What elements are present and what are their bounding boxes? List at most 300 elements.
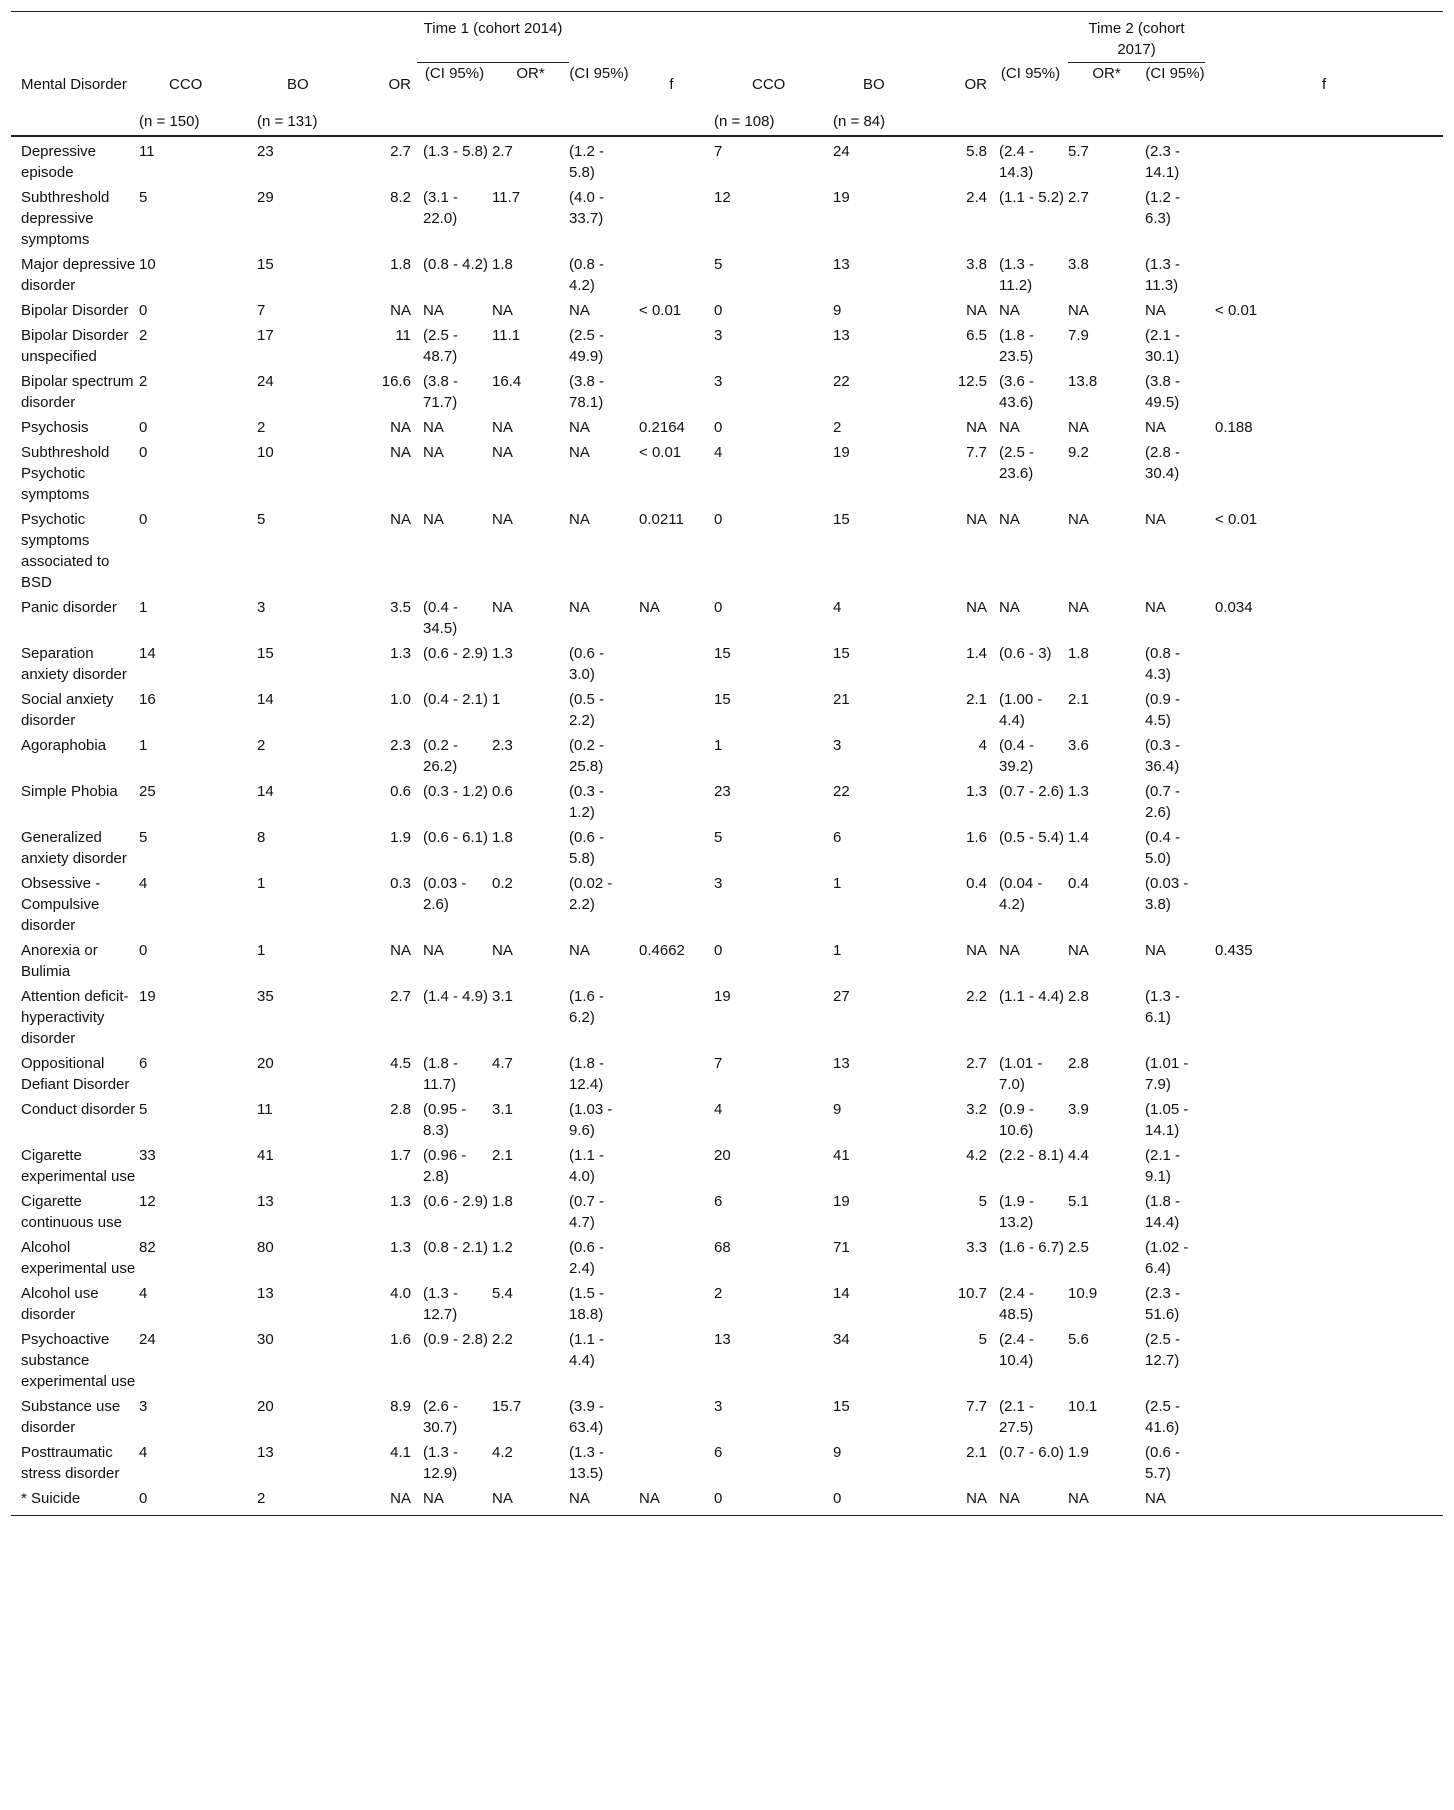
cell-t2-ci: (2.5 - 23.6) — [999, 444, 1035, 482]
cell-disorder: Bipolar spectrum disorder — [21, 373, 134, 411]
cell-t1-cco: 3 — [139, 1398, 148, 1415]
cell-t2-f: 0.435 — [1215, 942, 1253, 959]
cell-t2-bo: 1 — [833, 942, 842, 959]
cell-t1-or-adj: 1.8 — [492, 256, 513, 273]
cell-t1-cco: 33 — [139, 1147, 156, 1164]
cell-t2-f: < 0.01 — [1215, 302, 1258, 319]
cell-t2-ci: (0.7 - 2.6) — [999, 783, 1065, 800]
cell-t2-bo: 19 — [833, 1193, 850, 1210]
cell-t1-ci-adj: (4.0 - 33.7) — [569, 189, 605, 227]
cell-t1-bo: 1 — [257, 942, 266, 959]
cell-t2-f — [1205, 183, 1443, 250]
cell-t2-or-adj: 3.9 — [1068, 1101, 1089, 1118]
cell-t2-f — [1205, 1049, 1443, 1095]
cell-t2-or-adj: 10.9 — [1068, 1285, 1098, 1302]
cell-t2-ci-adj: (2.5 - 12.7) — [1145, 1331, 1181, 1369]
cell-t1-bo: 3 — [257, 599, 266, 616]
cell-t2-bo: 4 — [833, 599, 842, 616]
cell-t1-cco: 5 — [139, 189, 148, 206]
cell-t2-f — [1205, 367, 1443, 413]
cell-t2-f — [1205, 136, 1443, 183]
cell-t2-or-adj: 13.8 — [1068, 373, 1098, 390]
cell-t1-f — [629, 1049, 714, 1095]
cell-t1-f — [629, 136, 714, 183]
cell-t2-ci: (2.1 - 27.5) — [999, 1398, 1035, 1436]
cell-t1-bo: 7 — [257, 302, 266, 319]
cell-t1-ci-adj: (0.7 - 4.7) — [569, 1193, 605, 1231]
cell-t2-bo: 34 — [833, 1331, 850, 1348]
cell-t2-or: 2.1 — [966, 1444, 988, 1461]
cell-disorder: Posttraumatic stress disorder — [21, 1444, 120, 1482]
cell-disorder: Cigarette experimental use — [21, 1147, 136, 1185]
cell-t2-ci: (1.6 - 6.7) — [999, 1239, 1065, 1256]
cell-t2-or: NA — [966, 1490, 988, 1507]
cell-t2-ci: (0.6 - 3) — [999, 645, 1052, 662]
cell-t1-ci-adj: (0.6 - 5.8) — [569, 829, 605, 867]
cell-t2-ci-adj: (2.8 - 30.4) — [1145, 444, 1181, 482]
cell-t1-or: 4.1 — [390, 1444, 411, 1461]
cell-t2-cco: 2 — [714, 1285, 723, 1302]
cell-t2-ci: (1.00 - 4.4) — [999, 691, 1043, 729]
cell-disorder: Anorexia or Bulimia — [21, 942, 98, 980]
cell-t1-bo: 41 — [257, 1147, 274, 1164]
header-columns-row — [11, 63, 1443, 108]
cell-t1-ci: (0.8 - 4.2) — [423, 256, 489, 273]
cell-disorder: Major depressive disorder — [21, 256, 136, 294]
cell-t1-f — [629, 367, 714, 413]
cell-t2-or: 4 — [978, 737, 988, 754]
cell-t1-ci: (0.6 - 6.1) — [423, 829, 489, 846]
table-row — [11, 183, 1443, 250]
t2-f-header: f — [1321, 76, 1327, 94]
table-row — [11, 296, 1443, 321]
cell-t2-f — [1205, 777, 1443, 823]
cell-t2-or-adj: 5.7 — [1068, 143, 1089, 160]
cell-t1-ci: (2.6 - 30.7) — [423, 1398, 459, 1436]
cell-t1-or: 8.9 — [390, 1398, 411, 1415]
cell-t1-f — [629, 1279, 714, 1325]
cell-t1-bo: 29 — [257, 189, 274, 206]
cell-t2-or-adj: 1.3 — [1068, 783, 1089, 800]
cell-t2-or: 5.8 — [966, 143, 988, 160]
header-group-row — [11, 12, 1443, 63]
cell-t1-f — [629, 250, 714, 296]
cell-t2-cco: 7 — [714, 1055, 723, 1072]
cell-t2-cco: 3 — [714, 373, 723, 390]
cell-t1-cco: 0 — [139, 302, 148, 319]
table-row — [11, 685, 1443, 731]
cell-t2-ci-adj: (0.6 - 5.7) — [1145, 1444, 1181, 1482]
cell-t1-f — [629, 1141, 714, 1187]
cell-t2-ci: (2.2 - 8.1) — [999, 1147, 1065, 1164]
cell-t1-or-adj: 2.7 — [492, 143, 513, 160]
cell-t1-or: NA — [390, 419, 411, 436]
cell-t2-cco: 0 — [714, 511, 723, 528]
table-row — [11, 136, 1443, 183]
cell-t2-ci-adj: (2.5 - 41.6) — [1145, 1398, 1181, 1436]
cell-t2-ci: (1.9 - 13.2) — [999, 1193, 1035, 1231]
cell-t1-ci: NA — [423, 444, 444, 461]
cell-disorder: Subthreshold depressive symptoms — [21, 189, 110, 248]
cell-t1-or-adj: 1.3 — [492, 645, 513, 662]
table-row — [11, 823, 1443, 869]
cell-t1-bo: 14 — [257, 783, 274, 800]
cell-t2-or: NA — [966, 419, 988, 436]
cell-t2-cco: 68 — [714, 1239, 731, 1256]
cell-t2-f — [1205, 1095, 1443, 1141]
cell-disorder: Generalized anxiety disorder — [21, 829, 127, 867]
cell-disorder: Simple Phobia — [21, 783, 118, 800]
cell-t1-ci: (0.4 - 34.5) — [423, 599, 459, 637]
cell-disorder: Obsessive - Compulsive disorder — [21, 875, 101, 934]
cell-t1-or: NA — [390, 444, 411, 461]
cell-t1-ci: (0.2 - 26.2) — [423, 737, 459, 775]
cell-t1-cco: 16 — [139, 691, 156, 708]
cell-t2-or: 2.4 — [966, 189, 988, 206]
cell-t1-ci: NA — [423, 302, 444, 319]
cell-t2-cco: 3 — [714, 327, 723, 344]
cell-t1-ci-adj: (1.03 - 9.6) — [569, 1101, 613, 1139]
cell-t1-bo: 13 — [257, 1193, 274, 1210]
cell-t1-ci: (1.3 - 12.7) — [423, 1285, 459, 1323]
cell-t2-or: 7.7 — [966, 444, 988, 461]
cell-t2-ci: NA — [999, 419, 1020, 436]
cell-t1-cco: 4 — [139, 875, 148, 892]
cell-t2-cco: 12 — [714, 189, 731, 206]
cell-t2-ci-adj: (0.8 - 4.3) — [1145, 645, 1181, 683]
cell-t2-or: 10.7 — [957, 1285, 988, 1302]
cell-t2-or: 2.1 — [966, 691, 988, 708]
header-n-row — [11, 107, 1443, 136]
cell-t1-ci: NA — [423, 1490, 444, 1507]
cell-t2-f: 0.034 — [1215, 599, 1253, 616]
cell-t1-ci-adj: NA — [569, 1490, 590, 1507]
table-row — [11, 1141, 1443, 1187]
table-row — [11, 1484, 1443, 1515]
cell-t2-or-adj: NA — [1068, 511, 1089, 528]
cell-t1-f — [629, 869, 714, 936]
cell-t1-or: 2.7 — [390, 988, 411, 1005]
table-row — [11, 438, 1443, 505]
cell-t1-bo: 80 — [257, 1239, 274, 1256]
cell-t2-bo: 19 — [833, 444, 850, 461]
cell-t2-ci-adj: (0.9 - 4.5) — [1145, 691, 1181, 729]
cell-t1-ci-adj: NA — [569, 942, 590, 959]
cell-t1-or-adj: 1.8 — [492, 829, 513, 846]
cell-t2-cco: 5 — [714, 256, 723, 273]
cell-t1-ci-adj: (0.5 - 2.2) — [569, 691, 605, 729]
cell-t1-ci-adj: (0.6 - 2.4) — [569, 1239, 605, 1277]
cell-disorder: Alcohol experimental use — [21, 1239, 136, 1277]
cell-t1-or: 4.0 — [390, 1285, 411, 1302]
t1-or-adj-header: OR* — [516, 65, 545, 82]
cell-t1-or-adj: 11.1 — [492, 327, 521, 344]
cell-t1-or-adj: 2.1 — [492, 1147, 513, 1164]
cell-t2-ci-adj: (3.8 - 49.5) — [1145, 373, 1181, 411]
cell-t1-f: 0.4662 — [639, 942, 685, 959]
cell-t2-or-adj: 5.1 — [1068, 1193, 1089, 1210]
cell-t1-f: 0.0211 — [639, 511, 684, 528]
cell-t1-or-adj: NA — [492, 942, 513, 959]
cell-t1-or: 8.2 — [390, 189, 411, 206]
cell-t1-cco: 0 — [139, 419, 148, 436]
cell-t2-or-adj: 0.4 — [1068, 875, 1089, 892]
cell-t2-ci-adj: (0.4 - 5.0) — [1145, 829, 1181, 867]
table-row — [11, 1392, 1443, 1438]
table-row — [11, 731, 1443, 777]
cell-t2-ci: (1.3 - 11.2) — [999, 256, 1035, 294]
cell-t1-ci-adj: (1.6 - 6.2) — [569, 988, 605, 1026]
cell-t1-or-adj: NA — [492, 511, 513, 528]
cell-t1-cco: 4 — [139, 1285, 148, 1302]
cell-t2-bo: 22 — [833, 783, 850, 800]
cell-t1-f — [629, 183, 714, 250]
cell-t1-bo: 2 — [257, 419, 266, 436]
cell-t2-bo: 13 — [833, 256, 850, 273]
cell-t2-f — [1205, 1279, 1443, 1325]
cell-t1-or-adj: NA — [492, 599, 513, 616]
t1-or-header: OR — [388, 76, 411, 94]
table-row — [11, 1233, 1443, 1279]
cell-t1-or-adj: NA — [492, 419, 513, 436]
table-row — [11, 936, 1443, 982]
cell-t1-f: < 0.01 — [639, 302, 682, 319]
cell-t2-ci: (1.1 - 4.4) — [999, 988, 1065, 1005]
cell-disorder: Conduct disorder — [21, 1101, 136, 1118]
cell-t1-ci-adj: (0.2 - 25.8) — [569, 737, 605, 775]
cell-t2-ci-adj: NA — [1145, 511, 1166, 528]
table-row — [11, 1049, 1443, 1095]
cell-t2-or: 3.8 — [966, 256, 988, 273]
cell-t2-ci: NA — [999, 942, 1020, 959]
cell-t1-f — [629, 321, 714, 367]
t1-cco-header: CCO — [169, 76, 203, 94]
cell-t1-ci: (0.96 - 2.8) — [423, 1147, 467, 1185]
cell-t2-ci: (1.8 - 23.5) — [999, 327, 1035, 365]
t2-n-cco: (n = 108) — [714, 112, 775, 130]
cell-t1-or: 4.5 — [390, 1055, 411, 1072]
cell-t2-ci: (2.4 - 48.5) — [999, 1285, 1035, 1323]
cell-t1-ci: (0.3 - 1.2) — [423, 783, 489, 800]
table-row — [11, 1438, 1443, 1484]
cell-t2-f: 0.188 — [1215, 419, 1253, 436]
cell-t2-ci-adj: (1.3 - 6.1) — [1145, 988, 1181, 1026]
cell-t1-ci: NA — [423, 419, 444, 436]
cell-t2-ci-adj: (1.8 - 14.4) — [1145, 1193, 1181, 1231]
t2-or-adj-header: OR* — [1092, 65, 1121, 82]
cell-t2-f — [1205, 1233, 1443, 1279]
cell-t2-bo: 71 — [833, 1239, 850, 1256]
cell-t2-bo: 3 — [833, 737, 842, 754]
cell-t1-or: 1.3 — [390, 645, 411, 662]
cell-t1-or: 0.3 — [390, 875, 411, 892]
cell-t1-bo: 24 — [257, 373, 274, 390]
cell-t2-ci-adj: (1.01 - 7.9) — [1145, 1055, 1189, 1093]
cell-t1-bo: 2 — [257, 737, 266, 754]
cell-t2-ci: (1.1 - 5.2) — [999, 189, 1065, 206]
t1-bo-header: BO — [287, 76, 309, 94]
cell-t1-f — [629, 1187, 714, 1233]
cell-t2-f — [1205, 1141, 1443, 1187]
cell-t2-cco: 19 — [714, 988, 731, 1005]
cell-t1-or: NA — [390, 942, 411, 959]
cell-t1-ci-adj: (1.2 - 5.8) — [569, 143, 605, 181]
cell-t1-ci: (1.8 - 11.7) — [423, 1055, 459, 1093]
cell-t1-or: 0.6 — [390, 783, 411, 800]
cell-t1-ci-adj: NA — [569, 599, 590, 616]
cell-t2-f — [1205, 1325, 1443, 1392]
cell-t2-or-adj: NA — [1068, 419, 1089, 436]
t1-f-header: f — [669, 76, 674, 94]
cell-t1-or-adj: 5.4 — [492, 1285, 513, 1302]
cell-t1-bo: 5 — [257, 511, 266, 528]
cell-t1-ci-adj: (1.5 - 18.8) — [569, 1285, 605, 1323]
cell-t2-f — [1205, 639, 1443, 685]
cell-t1-f — [629, 639, 714, 685]
cell-t2-or: 3.2 — [966, 1101, 988, 1118]
time1-header: Time 1 (cohort 2014) — [417, 12, 569, 63]
cell-t1-ci: (1.3 - 12.9) — [423, 1444, 459, 1482]
cell-t1-or: 1.3 — [390, 1239, 411, 1256]
cell-t1-ci-adj: (1.8 - 12.4) — [569, 1055, 605, 1093]
cell-t1-ci-adj: (2.5 - 49.9) — [569, 327, 605, 365]
t2-ci-adj-header: (CI 95%) — [1145, 65, 1205, 82]
cell-t2-f — [1205, 1187, 1443, 1233]
cell-t2-or: 5 — [978, 1193, 988, 1210]
cell-t1-bo: 13 — [257, 1285, 274, 1302]
cell-t2-bo: 9 — [833, 1444, 842, 1461]
cell-t1-or: 2.3 — [390, 737, 411, 754]
cell-t1-or-adj: 3.1 — [492, 988, 513, 1005]
cell-t2-bo: 0 — [833, 1490, 842, 1507]
cell-t2-ci: (2.4 - 10.4) — [999, 1331, 1035, 1369]
cell-t2-or: 2.2 — [966, 988, 988, 1005]
cell-t2-or: 7.7 — [966, 1398, 988, 1415]
cell-t2-cco: 4 — [714, 1101, 723, 1118]
cell-disorder: Bipolar Disorder unspecified — [21, 327, 129, 365]
cell-t1-f: < 0.01 — [639, 444, 682, 461]
cell-t2-or: NA — [966, 942, 988, 959]
cell-t1-bo: 15 — [257, 645, 274, 662]
table-body — [11, 136, 1443, 1515]
cell-t1-bo: 20 — [257, 1398, 274, 1415]
cell-t1-bo: 11 — [257, 1101, 273, 1118]
cell-t2-ci: (0.7 - 6.0) — [999, 1444, 1065, 1461]
cell-disorder: Separation anxiety disorder — [21, 645, 127, 683]
cell-t1-f — [629, 982, 714, 1049]
cell-t1-f — [629, 731, 714, 777]
cell-t2-or-adj: 7.9 — [1068, 327, 1089, 344]
cell-t1-cco: 0 — [139, 444, 148, 461]
cell-t2-bo: 41 — [833, 1147, 850, 1164]
cell-t2-ci-adj: (2.3 - 14.1) — [1145, 143, 1181, 181]
cell-t1-or: 1.7 — [390, 1147, 411, 1164]
cell-t2-or-adj: 2.8 — [1068, 988, 1089, 1005]
cell-t1-or: NA — [390, 302, 411, 319]
cell-t2-or: 1.6 — [966, 829, 988, 846]
cell-t1-cco: 12 — [139, 1193, 156, 1210]
cell-t1-ci-adj: (1.3 - 13.5) — [569, 1444, 605, 1482]
cell-t2-f — [1205, 438, 1443, 505]
time2-header: Time 2 (cohort 2017) — [1068, 12, 1205, 63]
cell-t2-cco: 5 — [714, 829, 723, 846]
cell-t2-ci: (0.9 - 10.6) — [999, 1101, 1035, 1139]
cell-t2-bo: 13 — [833, 327, 850, 344]
cell-t2-f — [1205, 1392, 1443, 1438]
cell-t2-ci-adj: (0.7 - 2.6) — [1145, 783, 1181, 821]
table-bottom-rule — [11, 1515, 1443, 1516]
cell-t1-or-adj: 1.8 — [492, 1193, 513, 1210]
cell-t2-ci-adj: NA — [1145, 599, 1166, 616]
cell-disorder: Attention deficit-hyperactivity disorder — [21, 988, 129, 1047]
table-row — [11, 367, 1443, 413]
cell-t1-ci-adj: (0.6 - 3.0) — [569, 645, 605, 683]
mental-disorder-header: Mental Disorder — [21, 76, 127, 94]
cell-t1-ci-adj: (3.9 - 63.4) — [569, 1398, 605, 1436]
cell-disorder: Social anxiety disorder — [21, 691, 114, 729]
cell-t2-cco: 0 — [714, 1490, 723, 1507]
table-row — [11, 250, 1443, 296]
cell-t2-or-adj: 9.2 — [1068, 444, 1089, 461]
cell-t1-ci: (1.3 - 5.8) — [423, 143, 489, 160]
cell-t2-ci-adj: (2.1 - 30.1) — [1145, 327, 1181, 365]
cell-t2-ci: (1.01 - 7.0) — [999, 1055, 1043, 1093]
cell-t1-or: 1.3 — [390, 1193, 411, 1210]
cell-t2-ci-adj: (2.1 - 9.1) — [1145, 1147, 1181, 1185]
cell-t1-f — [629, 777, 714, 823]
cell-t2-or-adj: 10.1 — [1068, 1398, 1098, 1415]
cell-t1-cco: 19 — [139, 988, 156, 1005]
cell-t1-or-adj: 4.2 — [492, 1444, 513, 1461]
cell-t2-ci: (0.4 - 39.2) — [999, 737, 1035, 775]
cell-t1-ci: (2.5 - 48.7) — [423, 327, 459, 365]
cell-t2-f: < 0.01 — [1215, 511, 1258, 528]
cell-t1-ci-adj: NA — [569, 511, 590, 528]
cell-t1-or-adj: 1.2 — [492, 1239, 513, 1256]
cell-t2-or-adj: 1.8 — [1068, 645, 1089, 662]
table-row — [11, 413, 1443, 438]
cell-t1-ci-adj: (1.1 - 4.4) — [569, 1331, 605, 1369]
cell-t2-ci-adj: NA — [1145, 302, 1166, 319]
cell-t2-cco: 15 — [714, 645, 731, 662]
cell-t2-or-adj: NA — [1068, 302, 1089, 319]
cell-t2-or: NA — [966, 302, 988, 319]
cell-t2-bo: 14 — [833, 1285, 850, 1302]
cell-t1-or: 1.0 — [390, 691, 411, 708]
cell-disorder: Bipolar Disorder — [21, 302, 129, 319]
cell-t2-f — [1205, 1484, 1443, 1515]
cell-t2-or-adj: 3.8 — [1068, 256, 1089, 273]
cell-t1-cco: 6 — [139, 1055, 148, 1072]
cell-t1-bo: 2 — [257, 1490, 266, 1507]
cell-disorder: Subthreshold Psychotic symptoms — [21, 444, 110, 503]
cell-t1-ci-adj: (3.8 - 78.1) — [569, 373, 605, 411]
t1-ci-adj-header: (CI 95%) — [569, 64, 629, 82]
cell-t2-ci-adj: (1.3 - 11.3) — [1145, 256, 1181, 294]
cell-t2-cco: 15 — [714, 691, 731, 708]
cell-t1-or-adj: 15.7 — [492, 1398, 522, 1415]
cell-t2-cco: 6 — [714, 1444, 723, 1461]
cell-t1-or: 1.8 — [390, 256, 411, 273]
cell-disorder: Psychoactive substance experimental use — [21, 1331, 136, 1390]
cell-t1-cco: 0 — [139, 511, 148, 528]
cell-t2-ci: NA — [999, 1490, 1020, 1507]
cell-t1-ci: NA — [423, 942, 444, 959]
cell-t1-or: NA — [390, 1490, 411, 1507]
cell-t1-or-adj: NA — [492, 302, 513, 319]
cell-t1-cco: 10 — [139, 256, 156, 273]
cell-t1-bo: 13 — [257, 1444, 274, 1461]
